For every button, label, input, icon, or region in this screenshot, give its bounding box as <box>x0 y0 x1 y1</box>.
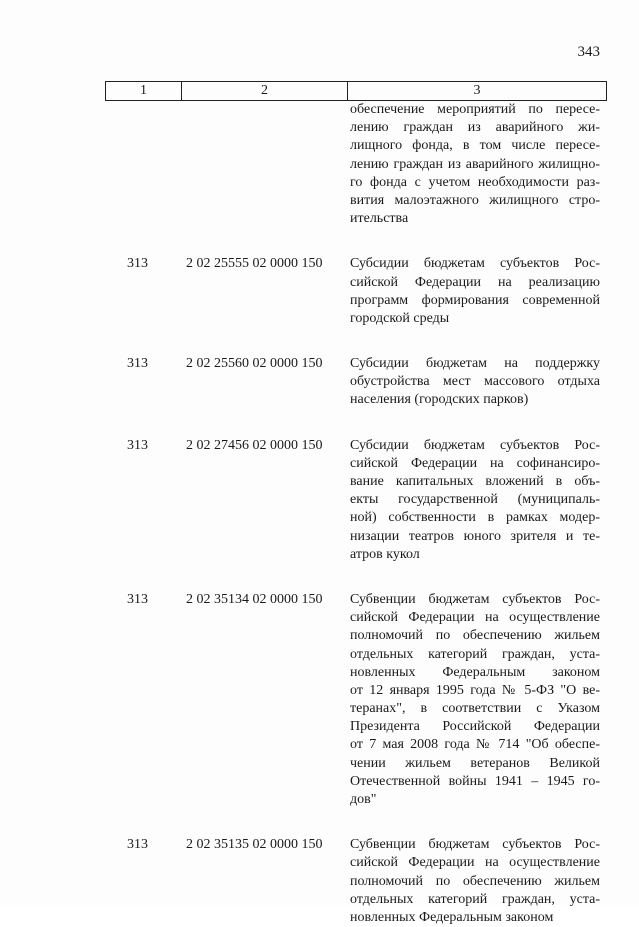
description-line: обустройства мест массового отдыха <box>350 374 600 390</box>
description-line: екты государственной (муниципаль- <box>350 492 600 508</box>
description-line: сийской Федерации на осуществление <box>350 610 600 626</box>
row-description <box>350 355 600 410</box>
admin-code: 313 <box>127 437 148 453</box>
description-line: Субвенции бюджетам субъектов Рос- <box>350 591 600 607</box>
page-number: 343 <box>577 44 600 60</box>
row-spacer <box>105 564 603 591</box>
row-spacer <box>105 228 603 255</box>
column-header-2: 2 <box>182 82 348 101</box>
description-line: населения (городских парков) <box>350 392 529 408</box>
description-line: Президента Российской Федерации <box>350 719 600 735</box>
continuation-row <box>105 101 603 228</box>
column-header-3: 3 <box>348 82 607 101</box>
description-line: сийской Федерации на осуществление <box>350 855 600 871</box>
description-line: Субсидии бюджетам субъектов Рос- <box>350 437 600 453</box>
description-line: полномочий по обеспечению жильем <box>350 628 600 644</box>
description-line: го фонда с учетом необходимости раз- <box>350 174 600 190</box>
row-description <box>350 591 600 809</box>
classification-code: 2 02 25560 02 0000 150 <box>186 356 323 372</box>
classification-code: 2 02 35135 02 0000 150 <box>186 837 323 853</box>
table-row <box>105 836 603 927</box>
description-line: городской среды <box>350 310 450 326</box>
description-line: вития малоэтажного жилищного стро- <box>350 192 600 208</box>
continuation-description <box>350 101 600 228</box>
table-row <box>105 255 603 328</box>
description-line: ительства <box>350 211 409 227</box>
column-header-table <box>105 81 607 101</box>
admin-code: 313 <box>127 356 148 372</box>
description-line: новленных Федеральным законом <box>350 664 600 680</box>
description-line: Субсидии бюджетам субъектов Рос- <box>350 256 600 272</box>
description-line: вание капитальных вложений в объ- <box>350 474 600 489</box>
table-row <box>105 591 603 809</box>
row-spacer <box>105 809 603 836</box>
description-line: лению граждан из аварийного жилищно- <box>350 156 600 172</box>
description-line: отдельных категорий граждан, уста- <box>350 646 600 662</box>
table-row <box>105 437 603 564</box>
row-spacer <box>105 328 603 355</box>
column-header-row <box>106 82 607 101</box>
description-line: дов" <box>350 792 377 807</box>
description-line: отдельных категорий граждан, уста- <box>350 891 600 907</box>
description-line: Субсидии бюджетам на поддержку <box>350 356 600 372</box>
table-row <box>105 355 603 410</box>
description-line: атров кукол <box>350 546 420 562</box>
description-line: ной) собственности в рамках модер- <box>350 510 600 526</box>
description-line: обеспечение мероприятий по пересе- <box>350 102 600 117</box>
description-line: лению граждан из аварийного жи- <box>350 120 600 136</box>
description-line: Отечественной войны 1941 – 1945 го- <box>350 773 600 789</box>
description-line: теранах", в соответствии с Указом <box>350 701 600 717</box>
description-line: программ формирования современной <box>350 292 600 308</box>
description-line: Субвенции бюджетам субъектов Рос- <box>350 837 600 853</box>
description-line: сийской Федерации на софинансиро- <box>350 455 600 471</box>
description-line: сийской Федерации на реализацию <box>350 274 600 290</box>
classification-code: 2 02 35134 02 0000 150 <box>186 591 323 607</box>
description-line: от 7 мая 2008 года № 714 "Об обеспе- <box>350 737 600 753</box>
row-description <box>350 437 600 564</box>
description-line: лищного фонда, в том числе пересе- <box>350 138 600 154</box>
classification-code: 2 02 27456 02 0000 150 <box>186 437 323 453</box>
description-line: от 12 января 1995 года № 5-ФЗ "О ве- <box>350 682 600 698</box>
description-line: полномочий по обеспечению жильем <box>350 873 600 889</box>
admin-code: 313 <box>127 837 148 853</box>
description-line: чении жильем ветеранов Великой <box>350 755 600 771</box>
column-header-1: 1 <box>106 82 182 101</box>
description-line: низации театров юного зрителя и те- <box>350 528 600 544</box>
row-description <box>350 836 600 927</box>
row-description <box>350 255 600 328</box>
classification-code: 2 02 25555 02 0000 150 <box>186 256 323 272</box>
description-line: новленных Федеральным законом <box>350 909 554 925</box>
admin-code: 313 <box>127 591 148 607</box>
admin-code: 313 <box>127 256 148 272</box>
row-spacer <box>105 410 603 437</box>
table-body <box>105 101 603 927</box>
